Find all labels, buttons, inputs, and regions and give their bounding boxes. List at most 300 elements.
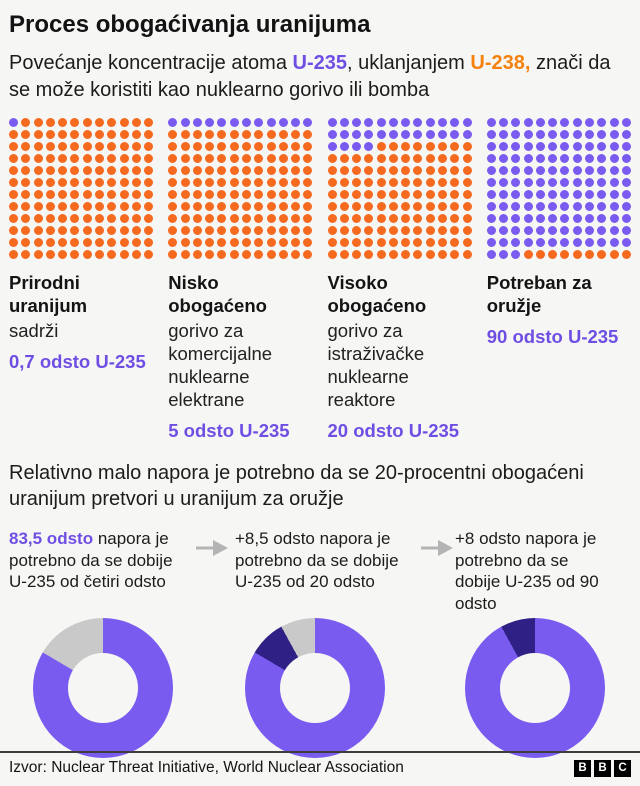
donut-chart [245,618,385,758]
u238-dot [21,214,30,223]
u238-dot [389,142,398,151]
u238-dot [181,130,190,139]
u238-dot [83,118,92,127]
u235-dot [524,118,533,127]
u238-dot [438,226,447,235]
u238-dot [267,178,276,187]
arrow-right-icon [195,538,229,558]
subtitle [9,50,631,104]
u235-dot [622,154,631,163]
u238-dot [364,190,373,199]
u238-dot [120,238,129,247]
u238-dot [34,190,43,199]
u238-dot [450,202,459,211]
u238-dot [168,154,177,163]
u235-dot [597,190,606,199]
u238-dot [181,214,190,223]
u238-dot [70,238,79,247]
u235-dot [610,190,619,199]
u238-dot [340,190,349,199]
u238-dot [83,154,92,163]
u238-dot [340,178,349,187]
u238-dot [303,202,312,211]
u235-dot [573,142,582,151]
u238-dot [83,166,92,175]
u238-dot [181,142,190,151]
u238-dot [217,190,226,199]
u238-dot [107,226,116,235]
u238-dot [328,238,337,247]
u238-dot [303,142,312,151]
u238-dot [46,190,55,199]
u235-dot [438,130,447,139]
u238-dot [328,190,337,199]
u235-dot [499,166,508,175]
waffle-value: 5 odsto U-235 [168,420,290,441]
u238-dot [205,214,214,223]
donut-chart [33,618,173,758]
subtitle-text-pre: Povećanje koncentracije atoma [9,52,293,74]
u238-dot [9,250,18,259]
u238-dot [34,142,43,151]
u235-dot [573,190,582,199]
waffle-description: gorivo za istraživačke nuklearne reaktore [327,320,425,410]
u235-dot [536,202,545,211]
u238-dot [242,250,251,259]
u238-dot [95,118,104,127]
u238-dot [217,202,226,211]
u235-dot [548,130,557,139]
u238-dot [401,214,410,223]
u235-dot [511,250,520,259]
bbc-logo-letter: C [614,760,631,777]
u238-dot [181,154,190,163]
u238-dot [95,238,104,247]
bbc-logo-letter: B [594,760,611,777]
u238-dot [46,178,55,187]
u238-dot [279,130,288,139]
u235-dot [254,118,263,127]
page-title: Proces obogaćivanja uranijuma [9,11,371,38]
u238-dot [132,238,141,247]
u238-dot [291,142,300,151]
u238-dot [181,226,190,235]
u238-dot [132,130,141,139]
u235-dot [560,238,569,247]
u238-dot [107,214,116,223]
u238-dot [438,214,447,223]
u235-dot [548,178,557,187]
u238-dot [389,190,398,199]
u238-dot [291,202,300,211]
u235-dot [279,118,288,127]
u238-dot [242,190,251,199]
u238-dot [95,166,104,175]
u238-dot [168,190,177,199]
u238-label: U-238, [470,52,531,74]
u238-dot [389,214,398,223]
u235-dot [524,214,533,223]
u238-dot [279,214,288,223]
u235-dot [585,154,594,163]
u235-dot [524,154,533,163]
u238-dot [83,202,92,211]
u238-dot [83,190,92,199]
u238-dot [205,190,214,199]
u238-dot [291,250,300,259]
u238-dot [132,178,141,187]
u238-dot [144,130,153,139]
u238-dot [21,238,30,247]
u238-dot [34,202,43,211]
u238-dot [120,202,129,211]
u238-dot [377,226,386,235]
u235-dot [511,190,520,199]
u238-dot [9,190,18,199]
u238-dot [597,250,606,259]
u238-dot [34,214,43,223]
u238-dot [254,250,263,259]
u238-dot [328,154,337,163]
u238-dot [303,226,312,235]
u238-dot [242,226,251,235]
u238-dot [401,178,410,187]
u238-dot [426,166,435,175]
u238-dot [95,250,104,259]
u238-dot [524,250,533,259]
u235-dot [536,226,545,235]
u238-dot [450,166,459,175]
u238-dot [585,250,594,259]
u235-dot [487,214,496,223]
u238-dot [450,178,459,187]
u238-dot [413,250,422,259]
u238-dot [107,130,116,139]
u235-dot [548,142,557,151]
u238-dot [107,238,116,247]
u238-dot [450,142,459,151]
u238-dot [389,202,398,211]
u238-dot [230,250,239,259]
donut-label: 83,5 odsto napora je potrebno da se dobije U-235 od četiri odsto [9,529,173,591]
u238-dot [377,202,386,211]
u235-dot [413,130,422,139]
u238-dot [95,130,104,139]
u238-dot [217,142,226,151]
u238-dot [21,142,30,151]
waffle-caption [168,271,312,442]
u238-dot [450,238,459,247]
u238-dot [181,250,190,259]
u238-dot [242,238,251,247]
u238-dot [217,166,226,175]
u235-dot [511,142,520,151]
u238-dot [267,226,276,235]
u238-dot [205,226,214,235]
u238-dot [193,214,202,223]
u238-dot [560,250,569,259]
u235-dot [610,238,619,247]
waffle-caption [9,271,153,442]
u238-dot [120,142,129,151]
u238-dot [193,142,202,151]
u235-dot [340,118,349,127]
u238-dot [364,154,373,163]
waffle-heading: Visoko obogaćeno [327,272,427,316]
u235-dot [597,154,606,163]
waffle-grid [328,118,472,259]
u235-dot [426,130,435,139]
u238-dot [168,214,177,223]
u235-dot [622,142,631,151]
u238-dot [450,250,459,259]
waffle-value: 90 odsto U-235 [486,326,619,347]
u238-dot [389,250,398,259]
u238-dot [340,238,349,247]
u238-dot [303,238,312,247]
u238-dot [46,154,55,163]
u235-dot [524,238,533,247]
u238-dot [58,190,67,199]
u238-dot [450,214,459,223]
u238-dot [95,142,104,151]
u235-dot [610,214,619,223]
u238-dot [132,118,141,127]
u238-dot [254,202,263,211]
u238-dot [70,166,79,175]
u238-dot [401,166,410,175]
u238-dot [58,142,67,151]
u238-dot [21,178,30,187]
u238-dot [426,226,435,235]
u238-dot [438,166,447,175]
u238-dot [217,130,226,139]
u238-dot [303,190,312,199]
u235-dot [585,118,594,127]
u238-dot [438,250,447,259]
u238-dot [438,190,447,199]
donut-chart [465,618,605,758]
u235-dot [340,142,349,151]
u238-dot [107,154,116,163]
u238-dot [181,238,190,247]
u238-dot [70,142,79,151]
u235-dot [597,142,606,151]
u235-dot [487,154,496,163]
u238-dot [279,190,288,199]
u235-dot [499,202,508,211]
u238-dot [58,118,67,127]
u235-dot [389,130,398,139]
u238-dot [95,202,104,211]
u238-dot [463,202,472,211]
u238-dot [217,178,226,187]
u238-dot [364,238,373,247]
u235-dot [217,118,226,127]
u238-dot [21,190,30,199]
u235-dot [536,214,545,223]
u238-dot [242,154,251,163]
u235-dot [511,214,520,223]
u238-dot [144,190,153,199]
subtitle-text-mid: , uklanjanjem [346,52,471,74]
u235-dot [193,118,202,127]
u235-dot [597,226,606,235]
u238-dot [58,166,67,175]
u235-dot [585,142,594,151]
u235-dot [401,130,410,139]
u235-dot [524,190,533,199]
u238-dot [132,226,141,235]
u238-dot [193,226,202,235]
u238-dot [377,154,386,163]
u238-dot [46,130,55,139]
u238-dot [364,178,373,187]
u238-dot [205,142,214,151]
u235-dot [499,190,508,199]
u238-dot [95,190,104,199]
u238-dot [303,130,312,139]
u238-dot [9,166,18,175]
u238-dot [352,202,361,211]
bbc-logo [574,760,631,777]
u238-dot [352,250,361,259]
u238-dot [46,118,55,127]
u238-dot [463,238,472,247]
u235-dot [9,118,18,127]
u238-dot [120,166,129,175]
u235-dot [487,226,496,235]
u235-dot [377,118,386,127]
u235-dot [499,238,508,247]
u238-dot [9,154,18,163]
u238-dot [254,178,263,187]
u235-dot [352,130,361,139]
u235-dot [511,154,520,163]
u235-dot [573,166,582,175]
u238-dot [267,214,276,223]
u238-dot [168,238,177,247]
waffle-heading: Prirodni uranijum [9,272,88,316]
u238-dot [389,154,398,163]
u235-dot [597,178,606,187]
u235-dot [499,118,508,127]
u238-dot [364,250,373,259]
u235-dot [536,118,545,127]
u238-dot [364,166,373,175]
waffle-heading: Nisko obogaćeno [168,272,267,316]
u235-dot [511,226,520,235]
u238-dot [413,238,422,247]
u238-dot [70,202,79,211]
u238-dot [217,250,226,259]
donut-label: +8,5 odsto napora je potrebno da se dobije U-235 od 20 odsto [235,529,399,591]
u238-dot [9,130,18,139]
u235-dot [487,130,496,139]
u238-dot [193,250,202,259]
u238-dot [230,142,239,151]
u238-dot [58,202,67,211]
u238-dot [291,154,300,163]
u235-dot [524,178,533,187]
u238-dot [389,238,398,247]
u238-dot [144,202,153,211]
u238-dot [70,190,79,199]
u238-dot [291,214,300,223]
u238-dot [401,238,410,247]
u235-dot [328,130,337,139]
u235-dot [303,118,312,127]
u235-dot [426,118,435,127]
u235-dot [499,214,508,223]
u238-dot [9,214,18,223]
waffle-caption [487,271,631,442]
u238-dot [267,166,276,175]
u235-dot [511,238,520,247]
u235-dot [536,190,545,199]
u238-dot [83,178,92,187]
u238-dot [279,250,288,259]
u238-dot [205,166,214,175]
u235-dot [181,118,190,127]
u238-dot [21,202,30,211]
u238-dot [303,250,312,259]
u238-dot [438,178,447,187]
donut-item [9,528,215,758]
u238-dot [364,226,373,235]
u235-dot [585,166,594,175]
u238-dot [181,190,190,199]
u238-dot [34,130,43,139]
u235-dot [377,130,386,139]
u235-dot [230,118,239,127]
u238-dot [328,178,337,187]
u235-dot [597,130,606,139]
u238-dot [107,190,116,199]
u238-dot [83,250,92,259]
u235-label: U-235 [292,52,347,74]
u235-dot [610,202,619,211]
u235-dot [536,154,545,163]
u238-dot [389,226,398,235]
u238-dot [9,142,18,151]
u238-dot [279,166,288,175]
u238-dot [413,166,422,175]
u238-dot [463,142,472,151]
u238-dot [242,202,251,211]
waffle-grid [487,118,631,259]
u238-dot [377,238,386,247]
u238-dot [58,214,67,223]
u235-dot [524,226,533,235]
u235-dot [560,226,569,235]
u238-dot [450,190,459,199]
u238-dot [463,190,472,199]
u235-dot [597,214,606,223]
u238-dot [230,130,239,139]
u238-dot [193,202,202,211]
u238-dot [242,142,251,151]
u238-dot [34,226,43,235]
u235-dot [585,130,594,139]
u238-dot [438,238,447,247]
u238-dot [95,178,104,187]
u235-dot [499,154,508,163]
u238-dot [291,130,300,139]
u238-dot [205,154,214,163]
u238-dot [426,250,435,259]
transition-text: Relativno malo napora je potrebno da se 20-procentni obogaćeni uranijum pretvori u uranijum za oružje [9,462,584,510]
